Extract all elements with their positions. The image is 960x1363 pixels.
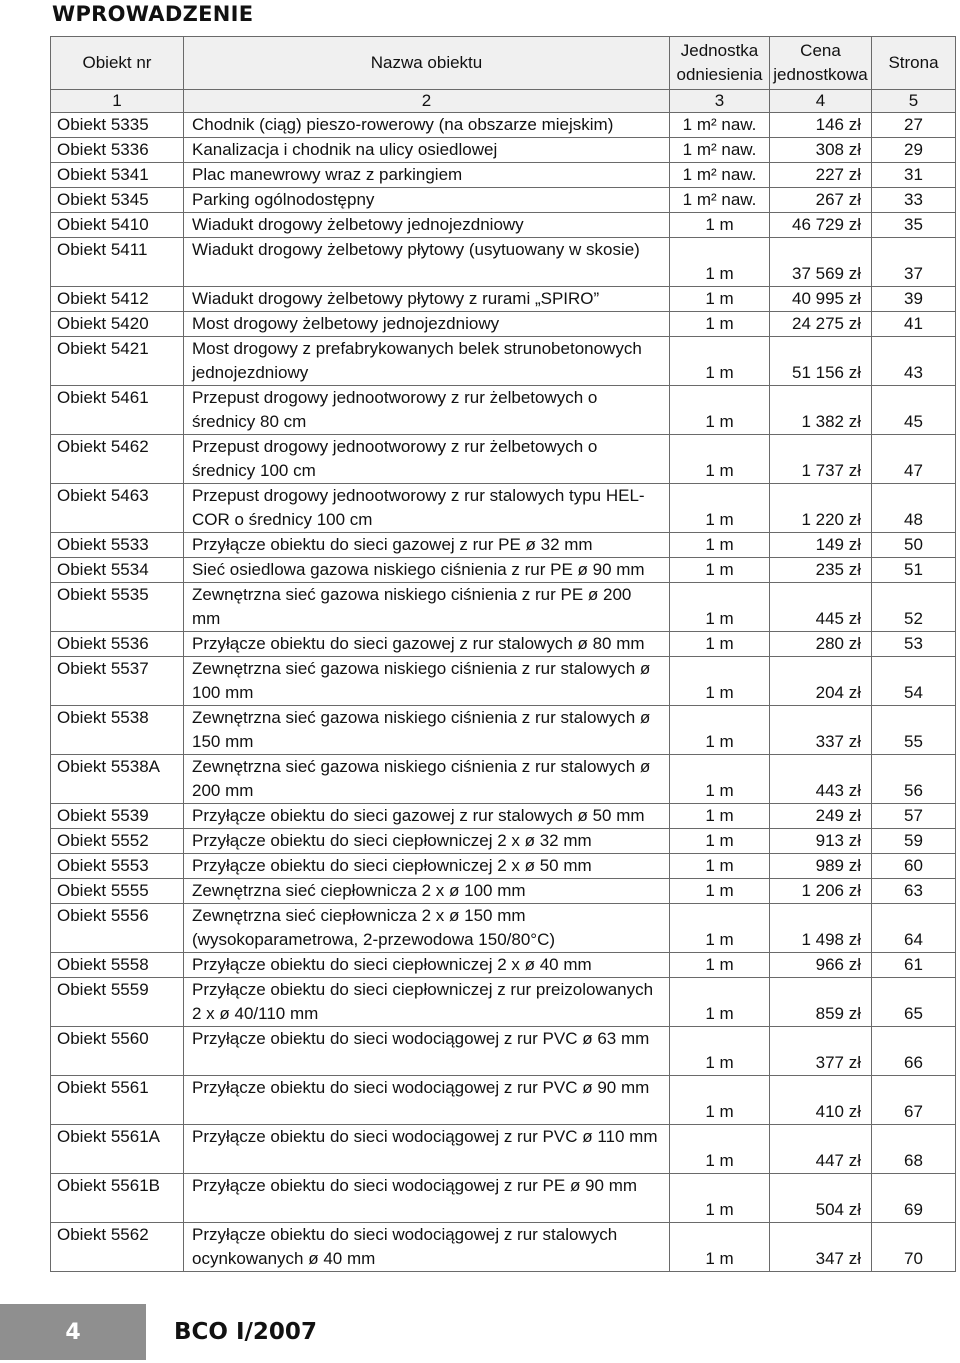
table-row bbox=[51, 804, 956, 829]
cell-page: 69 bbox=[872, 1174, 956, 1223]
table-row bbox=[51, 188, 956, 213]
table-row bbox=[51, 138, 956, 163]
cell-page: 59 bbox=[872, 829, 956, 854]
cell-price: 347 zł bbox=[770, 1223, 872, 1272]
cell-unit: 1 m bbox=[670, 657, 770, 706]
cell-unit: 1 m² naw. bbox=[670, 113, 770, 138]
cell-price: 227 zł bbox=[770, 163, 872, 188]
cell-unit: 1 m bbox=[670, 632, 770, 657]
cell-page: 33 bbox=[872, 188, 956, 213]
cell-unit: 1 m bbox=[670, 804, 770, 829]
cell-page: 70 bbox=[872, 1223, 956, 1272]
cell-object-name: Przyłącze obiektu do sieci ciepłowniczej 2 x ø 40 mm bbox=[184, 953, 670, 978]
cell-page: 48 bbox=[872, 484, 956, 533]
cell-object-nr: Obiekt 5421 bbox=[51, 337, 184, 386]
cell-unit: 1 m bbox=[670, 854, 770, 879]
cell-object-nr: Obiekt 5420 bbox=[51, 312, 184, 337]
cell-page: 27 bbox=[872, 113, 956, 138]
column-number-row bbox=[51, 90, 956, 113]
cell-object-nr: Obiekt 5537 bbox=[51, 657, 184, 706]
cell-object-name: Plac manewrowy wraz z parkingiem bbox=[184, 163, 670, 188]
cell-page: 54 bbox=[872, 657, 956, 706]
cell-object-name: Wiadukt drogowy żelbetowy jednojezdniowy bbox=[184, 213, 670, 238]
page-number: 4 bbox=[65, 1319, 81, 1345]
cell-unit: 1 m bbox=[670, 287, 770, 312]
cell-page: 53 bbox=[872, 632, 956, 657]
cell-object-name: Przyłącze obiektu do sieci wodociągowej z rur stalowych ocynkowanych ø 40 mm bbox=[184, 1223, 670, 1272]
cell-object-nr: Obiekt 5534 bbox=[51, 558, 184, 583]
cell-unit: 1 m bbox=[670, 533, 770, 558]
cell-object-name: Przepust drogowy jednootworowy z rur żelbetowych o średnicy 100 cm bbox=[184, 435, 670, 484]
table-row bbox=[51, 238, 956, 287]
cell-object-name: Kanalizacja i chodnik na ulicy osiedlowej bbox=[184, 138, 670, 163]
cell-unit: 1 m bbox=[670, 312, 770, 337]
cell-object-nr: Obiekt 5559 bbox=[51, 978, 184, 1027]
cell-price: 149 zł bbox=[770, 533, 872, 558]
cell-object-nr: Obiekt 5536 bbox=[51, 632, 184, 657]
header-object-nr: Obiekt nr bbox=[51, 37, 184, 90]
cell-object-nr: Obiekt 5558 bbox=[51, 953, 184, 978]
cell-unit: 1 m bbox=[670, 904, 770, 953]
cell-unit: 1 m bbox=[670, 1174, 770, 1223]
cell-price: 989 zł bbox=[770, 854, 872, 879]
cell-page: 50 bbox=[872, 533, 956, 558]
page-number-box bbox=[0, 1304, 146, 1360]
cell-page: 55 bbox=[872, 706, 956, 755]
cell-price: 249 zł bbox=[770, 804, 872, 829]
header-page: Strona bbox=[872, 37, 956, 90]
cell-page: 56 bbox=[872, 755, 956, 804]
cell-unit: 1 m bbox=[670, 238, 770, 287]
cell-unit: 1 m bbox=[670, 829, 770, 854]
table-row bbox=[51, 854, 956, 879]
cell-price: 204 zł bbox=[770, 657, 872, 706]
cell-object-name: Przyłącze obiektu do sieci gazowej z rur PE ø 32 mm bbox=[184, 533, 670, 558]
cell-object-name: Chodnik (ciąg) pieszo-rowerowy (na obszarze miejskim) bbox=[184, 113, 670, 138]
cell-unit: 1 m bbox=[670, 706, 770, 755]
cell-price: 859 zł bbox=[770, 978, 872, 1027]
cell-unit: 1 m bbox=[670, 1027, 770, 1076]
cell-price: 1 498 zł bbox=[770, 904, 872, 953]
cell-unit: 1 m bbox=[670, 583, 770, 632]
table-row bbox=[51, 484, 956, 533]
cell-page: 63 bbox=[872, 879, 956, 904]
cell-page: 66 bbox=[872, 1027, 956, 1076]
cell-price: 1 382 zł bbox=[770, 386, 872, 435]
table-row bbox=[51, 1174, 956, 1223]
table-row bbox=[51, 755, 956, 804]
cell-object-name: Przyłącze obiektu do sieci wodociągowej z rur PVC ø 63 mm bbox=[184, 1027, 670, 1076]
table-row bbox=[51, 829, 956, 854]
cell-object-nr: Obiekt 5412 bbox=[51, 287, 184, 312]
cell-unit: 1 m bbox=[670, 558, 770, 583]
cell-page: 67 bbox=[872, 1076, 956, 1125]
cell-price: 24 275 zł bbox=[770, 312, 872, 337]
cell-object-name: Parking ogólnodostępny bbox=[184, 188, 670, 213]
table-row bbox=[51, 287, 956, 312]
page-heading: WPROWADZENIE bbox=[52, 2, 254, 26]
table-row bbox=[51, 312, 956, 337]
table-row bbox=[51, 558, 956, 583]
table-row bbox=[51, 113, 956, 138]
table-row bbox=[51, 583, 956, 632]
cell-price: 966 zł bbox=[770, 953, 872, 978]
cell-object-name: Wiadukt drogowy żelbetowy płytowy (usytuowany w skosie) bbox=[184, 238, 670, 287]
cell-price: 1 220 zł bbox=[770, 484, 872, 533]
cell-object-name: Zewnętrzna sieć gazowa niskiego ciśnienia z rur stalowych ø 200 mm bbox=[184, 755, 670, 804]
cell-object-nr: Obiekt 5539 bbox=[51, 804, 184, 829]
cell-page: 35 bbox=[872, 213, 956, 238]
table-row bbox=[51, 163, 956, 188]
cell-object-nr: Obiekt 5336 bbox=[51, 138, 184, 163]
cell-object-nr: Obiekt 5341 bbox=[51, 163, 184, 188]
cell-unit: 1 m bbox=[670, 953, 770, 978]
cell-unit: 1 m bbox=[670, 1076, 770, 1125]
cell-object-nr: Obiekt 5410 bbox=[51, 213, 184, 238]
cell-object-name: Przyłącze obiektu do sieci wodociągowej z rur PVC ø 110 mm bbox=[184, 1125, 670, 1174]
table-row bbox=[51, 435, 956, 484]
cell-page: 61 bbox=[872, 953, 956, 978]
cell-page: 65 bbox=[872, 978, 956, 1027]
table-row bbox=[51, 904, 956, 953]
cell-price: 337 zł bbox=[770, 706, 872, 755]
table-row bbox=[51, 1027, 956, 1076]
cell-price: 308 zł bbox=[770, 138, 872, 163]
cell-object-name: Wiadukt drogowy żelbetowy płytowy z rurami „SPIRO” bbox=[184, 287, 670, 312]
header-object-name: Nazwa obiektu bbox=[184, 37, 670, 90]
cell-price: 46 729 zł bbox=[770, 213, 872, 238]
cell-object-nr: Obiekt 5535 bbox=[51, 583, 184, 632]
cell-object-nr: Obiekt 5560 bbox=[51, 1027, 184, 1076]
cell-page: 64 bbox=[872, 904, 956, 953]
table-row bbox=[51, 632, 956, 657]
cell-object-name: Sieć osiedlowa gazowa niskiego ciśnienia z rur PE ø 90 mm bbox=[184, 558, 670, 583]
cell-object-name: Most drogowy żelbetowy jednojezdniowy bbox=[184, 312, 670, 337]
cell-unit: 1 m bbox=[670, 755, 770, 804]
column-number: 1 bbox=[51, 90, 184, 113]
cell-price: 37 569 zł bbox=[770, 238, 872, 287]
table-row bbox=[51, 953, 956, 978]
table-row bbox=[51, 657, 956, 706]
cell-object-nr: Obiekt 5411 bbox=[51, 238, 184, 287]
cell-price: 377 zł bbox=[770, 1027, 872, 1076]
cell-object-name: Przyłącze obiektu do sieci ciepłowniczej 2 x ø 50 mm bbox=[184, 854, 670, 879]
table-body bbox=[51, 113, 956, 1272]
cell-object-nr: Obiekt 5538A bbox=[51, 755, 184, 804]
cell-price: 913 zł bbox=[770, 829, 872, 854]
cell-object-nr: Obiekt 5463 bbox=[51, 484, 184, 533]
column-number: 5 bbox=[872, 90, 956, 113]
table-row bbox=[51, 533, 956, 558]
cell-object-name: Zewnętrzna sieć gazowa niskiego ciśnienia z rur stalowych ø 150 mm bbox=[184, 706, 670, 755]
cell-object-nr: Obiekt 5562 bbox=[51, 1223, 184, 1272]
cell-object-nr: Obiekt 5561B bbox=[51, 1174, 184, 1223]
header-row bbox=[51, 37, 956, 90]
cell-object-name: Most drogowy z prefabrykowanych belek strunobetonowych jednojezdniowy bbox=[184, 337, 670, 386]
cell-object-nr: Obiekt 5552 bbox=[51, 829, 184, 854]
cell-page: 31 bbox=[872, 163, 956, 188]
cell-price: 235 zł bbox=[770, 558, 872, 583]
cell-object-nr: Obiekt 5553 bbox=[51, 854, 184, 879]
cell-unit: 1 m bbox=[670, 386, 770, 435]
cell-object-name: Przyłącze obiektu do sieci gazowej z rur stalowych ø 50 mm bbox=[184, 804, 670, 829]
table-row bbox=[51, 879, 956, 904]
cell-page: 43 bbox=[872, 337, 956, 386]
cell-object-nr: Obiekt 5345 bbox=[51, 188, 184, 213]
cell-unit: 1 m bbox=[670, 484, 770, 533]
cell-unit: 1 m bbox=[670, 435, 770, 484]
cell-unit: 1 m bbox=[670, 879, 770, 904]
cell-price: 280 zł bbox=[770, 632, 872, 657]
cell-unit: 1 m² naw. bbox=[670, 138, 770, 163]
cell-price: 443 zł bbox=[770, 755, 872, 804]
cell-object-name: Zewnętrzna sieć gazowa niskiego ciśnienia z rur PE ø 200 mm bbox=[184, 583, 670, 632]
cell-page: 68 bbox=[872, 1125, 956, 1174]
cell-unit: 1 m bbox=[670, 213, 770, 238]
table-header bbox=[51, 37, 956, 113]
cell-price: 504 zł bbox=[770, 1174, 872, 1223]
column-number: 3 bbox=[670, 90, 770, 113]
price-table bbox=[50, 36, 956, 1272]
cell-object-name: Przyłącze obiektu do sieci wodociągowej z rur PVC ø 90 mm bbox=[184, 1076, 670, 1125]
cell-object-name: Przepust drogowy jednootworowy z rur żelbetowych o średnicy 80 cm bbox=[184, 386, 670, 435]
table-row bbox=[51, 1223, 956, 1272]
cell-unit: 1 m bbox=[670, 337, 770, 386]
cell-object-nr: Obiekt 5555 bbox=[51, 879, 184, 904]
cell-page: 51 bbox=[872, 558, 956, 583]
cell-price: 267 zł bbox=[770, 188, 872, 213]
cell-object-name: Przyłącze obiektu do sieci gazowej z rur stalowych ø 80 mm bbox=[184, 632, 670, 657]
cell-unit: 1 m bbox=[670, 1125, 770, 1174]
cell-price: 410 zł bbox=[770, 1076, 872, 1125]
table-row bbox=[51, 1076, 956, 1125]
publication-title: BCO I/2007 bbox=[174, 1319, 317, 1345]
column-number: 4 bbox=[770, 90, 872, 113]
cell-page: 37 bbox=[872, 238, 956, 287]
cell-object-nr: Obiekt 5462 bbox=[51, 435, 184, 484]
cell-object-nr: Obiekt 5533 bbox=[51, 533, 184, 558]
cell-object-name: Przyłącze obiektu do sieci ciepłowniczej 2 x ø 32 mm bbox=[184, 829, 670, 854]
cell-page: 39 bbox=[872, 287, 956, 312]
cell-object-nr: Obiekt 5461 bbox=[51, 386, 184, 435]
cell-object-nr: Obiekt 5561A bbox=[51, 1125, 184, 1174]
cell-page: 47 bbox=[872, 435, 956, 484]
table-row bbox=[51, 1125, 956, 1174]
cell-page: 60 bbox=[872, 854, 956, 879]
cell-unit: 1 m bbox=[670, 1223, 770, 1272]
cell-page: 41 bbox=[872, 312, 956, 337]
cell-price: 1 206 zł bbox=[770, 879, 872, 904]
cell-object-nr: Obiekt 5556 bbox=[51, 904, 184, 953]
cell-unit: 1 m² naw. bbox=[670, 188, 770, 213]
table-row bbox=[51, 978, 956, 1027]
cell-price: 445 zł bbox=[770, 583, 872, 632]
table-row bbox=[51, 386, 956, 435]
cell-unit: 1 m² naw. bbox=[670, 163, 770, 188]
cell-object-name: Zewnętrzna sieć ciepłownicza 2 x ø 100 mm bbox=[184, 879, 670, 904]
cell-price: 447 zł bbox=[770, 1125, 872, 1174]
cell-object-name: Przyłącze obiektu do sieci wodociągowej z rur PE ø 90 mm bbox=[184, 1174, 670, 1223]
cell-object-nr: Obiekt 5335 bbox=[51, 113, 184, 138]
cell-object-nr: Obiekt 5561 bbox=[51, 1076, 184, 1125]
cell-price: 51 156 zł bbox=[770, 337, 872, 386]
cell-object-name: Zewnętrzna sieć gazowa niskiego ciśnienia z rur stalowych ø 100 mm bbox=[184, 657, 670, 706]
cell-unit: 1 m bbox=[670, 978, 770, 1027]
column-number: 2 bbox=[184, 90, 670, 113]
cell-price: 40 995 zł bbox=[770, 287, 872, 312]
cell-price: 1 737 zł bbox=[770, 435, 872, 484]
cell-object-name: Zewnętrzna sieć ciepłownicza 2 x ø 150 mm (wysokoparametrowa, 2-przewodowa 150/80°C) bbox=[184, 904, 670, 953]
cell-page: 57 bbox=[872, 804, 956, 829]
cell-page: 29 bbox=[872, 138, 956, 163]
cell-object-name: Przepust drogowy jednootworowy z rur stalowych typu HEL-COR o średnicy 100 cm bbox=[184, 484, 670, 533]
table-row bbox=[51, 706, 956, 755]
table-row bbox=[51, 337, 956, 386]
cell-page: 52 bbox=[872, 583, 956, 632]
table-row bbox=[51, 213, 956, 238]
cell-object-name: Przyłącze obiektu do sieci ciepłowniczej z rur preizolowanych 2 x ø 40/110 mm bbox=[184, 978, 670, 1027]
cell-page: 45 bbox=[872, 386, 956, 435]
header-unit-price: Cena jednostkowa bbox=[770, 37, 872, 90]
cell-object-nr: Obiekt 5538 bbox=[51, 706, 184, 755]
header-unit: Jednostka odniesienia bbox=[670, 37, 770, 90]
cell-price: 146 zł bbox=[770, 113, 872, 138]
